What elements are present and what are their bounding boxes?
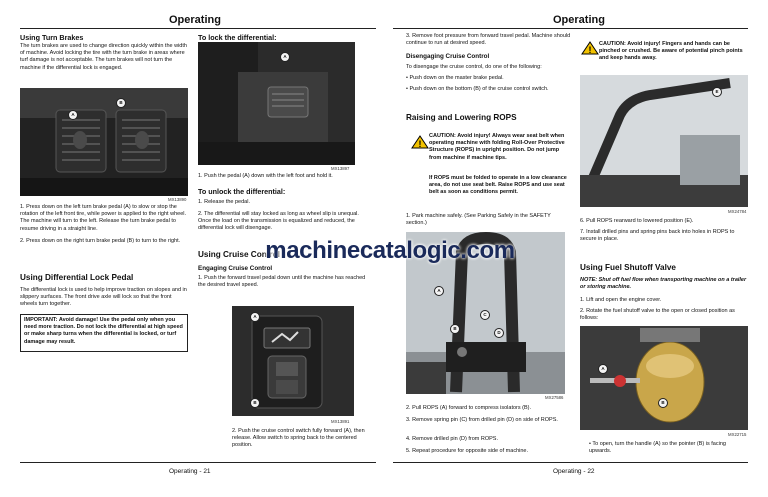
photo-caption-mx22715: MX22715 xyxy=(728,432,747,437)
callout-e: E xyxy=(712,87,722,97)
callout-b: B xyxy=(116,98,126,108)
photo-caption-mx13890: MX13890 xyxy=(168,197,187,202)
warning-triangle-icon xyxy=(411,135,429,149)
photo-caption-mx13891: MX13891 xyxy=(331,419,350,424)
differential-pedal-photo xyxy=(198,42,355,165)
differential-pedal-image xyxy=(198,42,355,165)
callout-b: B xyxy=(450,324,460,334)
photo-caption-mx27586: MX27586 xyxy=(545,395,564,400)
unlock-differential-heading: To unlock the differential: xyxy=(198,187,286,196)
warning-triangle-icon xyxy=(581,41,599,55)
rops-caution-text-2: If ROPS must be folded to operate in a low clearance area, do not use seat belt. Raise ROPS and use seat belt as soon as conditions permit. xyxy=(429,175,567,196)
turn-brake-pedals-photo xyxy=(20,88,188,196)
fuel-valve-image xyxy=(580,326,748,430)
rops-step-3: 3. Remove spring pin (C) from drilled pin (D) on side of ROPS. xyxy=(406,417,558,423)
rops-step-1: 1. Park machine safely. (See Parking Safely in the SAFETY section.) xyxy=(406,213,551,227)
left-header-rule xyxy=(20,28,376,29)
disengage-bullet-2: • Push down on the bottom (B) of the cruise control switch. xyxy=(406,86,549,92)
right-header-rule xyxy=(393,28,748,29)
fuel-shutoff-heading: Using Fuel Shutoff Valve xyxy=(580,263,676,272)
site-watermark: machinecatalogic.com xyxy=(265,237,515,264)
callout-b: B xyxy=(250,398,260,408)
rops-step-2: 2. Pull ROPS (A) forward to compress isolators (B). xyxy=(406,405,532,411)
rops-caution-text: CAUTION: Avoid injury! Always wear seat belt when operating machine with folding Roll-Over Protective Structure (ROPS) in upright position. Do not jump from machine if machine tips. xyxy=(429,133,565,161)
photo-caption-mx13897: MX13897 xyxy=(331,166,350,171)
right-footer-rule xyxy=(393,462,748,463)
differential-lock-heading: Using Differential Lock Pedal xyxy=(20,273,134,282)
rops-lowered-image xyxy=(580,75,748,207)
left-page-header: Operating xyxy=(169,14,221,26)
disengage-intro: To disengage the cruise control, do one of the following: xyxy=(406,64,542,70)
callout-a: A xyxy=(434,286,444,296)
callout-a: A xyxy=(68,110,78,120)
cruise-control-heading: Using Cruise Control xyxy=(198,250,280,259)
unlock-step-1: 1. Release the pedal. xyxy=(198,199,250,205)
pinch-caution-text: CAUTION: Avoid injury! Fingers and hands can be pinched or crushed. Be aware of potential pinch points and keep hands away. xyxy=(599,41,743,62)
callout-a: A xyxy=(598,364,608,374)
fuel-note: NOTE: Shut off fuel flow when transporting machine on a trailer or storing machine. xyxy=(580,277,747,291)
turn-brakes-body: The turn brakes are used to change direction quickly within the width of machine. Avoid locking the tire with the turn brake in areas where turf damage is not acceptable. The turn brakes will not turn the machine if the differential lock is engaged. xyxy=(20,43,187,71)
turn-brakes-heading: Using Turn Brakes xyxy=(20,33,84,42)
left-footer-rule xyxy=(20,462,376,463)
cruise-step-1: 1. Push the forward travel pedal down until the machine has reached the desired travel speed. xyxy=(198,275,366,289)
differential-lock-body: The differential lock is used to help improve traction on slopes and in slippery surfaces. The front drive axle will lock so that the front wheels turn together. xyxy=(20,287,187,308)
rops-step-5: 5. Repeat procedure for opposite side of machine. xyxy=(406,448,528,454)
rops-step-6: 6. Pull ROPS rearward to lowered position (E). xyxy=(580,218,694,224)
left-page-footer: Operating - 21 xyxy=(169,468,211,475)
unlock-step-2: 2. The differential will stay locked as long as wheel slip is unequal. Once the load on the transmission is equalized and reduced, the differential lock will disengage. xyxy=(198,211,359,232)
callout-c: C xyxy=(480,310,490,320)
right-page-footer: Operating - 22 xyxy=(553,468,595,475)
engaging-cruise-heading: Engaging Cruise Control xyxy=(198,265,273,272)
rops-step-4: 4. Remove drilled pin (D) from ROPS. xyxy=(406,436,498,442)
important-notice xyxy=(20,314,188,352)
callout-a: A xyxy=(250,312,260,322)
fuel-step-1: 1. Lift and open the engine cover. xyxy=(580,297,662,303)
callout-b: B xyxy=(658,398,668,408)
lock-step-1: 1. Push the pedal (A) down with the left foot and hold it. xyxy=(198,173,333,179)
rops-heading: Raising and Lowering ROPS xyxy=(406,113,517,122)
rops-lowered-photo xyxy=(580,75,748,207)
turn-brakes-step-1: 1. Press down on the left turn brake pedal (A) to slow or stop the rotation of the left front tire, while power is applied to the right wheel. The machine will turn to the left. Release the turn brake pedal to resume driving in a straight line. xyxy=(20,204,187,232)
fuel-step-2: 2. Rotate the fuel shutoff valve to the open or closed position as follows: xyxy=(580,308,735,322)
rops-caution-box xyxy=(406,128,571,210)
svg-text:!: ! xyxy=(418,139,422,149)
pinch-caution-box xyxy=(580,38,748,68)
turn-brakes-step-2: 2. Press down on the right turn brake pedal (B) to turn to the right. xyxy=(20,238,181,244)
cruise-step-2: 2. Push the cruise control switch fully forward (A), then release. Allow switch to spring back to the centered position. xyxy=(232,428,365,449)
fuel-valve-photo xyxy=(580,326,748,430)
disengage-bullet-1: • Push down on the master brake pedal. xyxy=(406,75,504,81)
lock-differential-heading: To lock the differential: xyxy=(198,33,277,42)
right-page-header: Operating xyxy=(553,14,605,26)
photo-caption-mx24784: MX24784 xyxy=(728,209,747,214)
callout-a: A xyxy=(280,52,290,62)
svg-text:!: ! xyxy=(588,45,592,55)
cruise-switch-photo xyxy=(232,306,354,416)
cruise-step-3: 3. Remove foot pressure from forward travel pedal. Machine should continue to run at desired speed. xyxy=(406,33,571,47)
fuel-bullet-open: • To open, turn the handle (A) so the pointer (B) is facing upwards. xyxy=(589,441,726,455)
important-notice-text: IMPORTANT: Avoid damage! Use the pedal only when you need more traction. Do not lock the differential at high speed or make sharp turns when the differential is locked, or turf damage may result. xyxy=(24,317,183,345)
disengaging-cruise-heading: Disengaging Cruise Control xyxy=(406,53,490,60)
turn-brake-pedals-image xyxy=(20,88,188,196)
callout-d: D xyxy=(494,328,504,338)
rops-step-7: 7. Install drilled pins and spring pins back into holes in ROPS to secure in place. xyxy=(580,229,735,243)
